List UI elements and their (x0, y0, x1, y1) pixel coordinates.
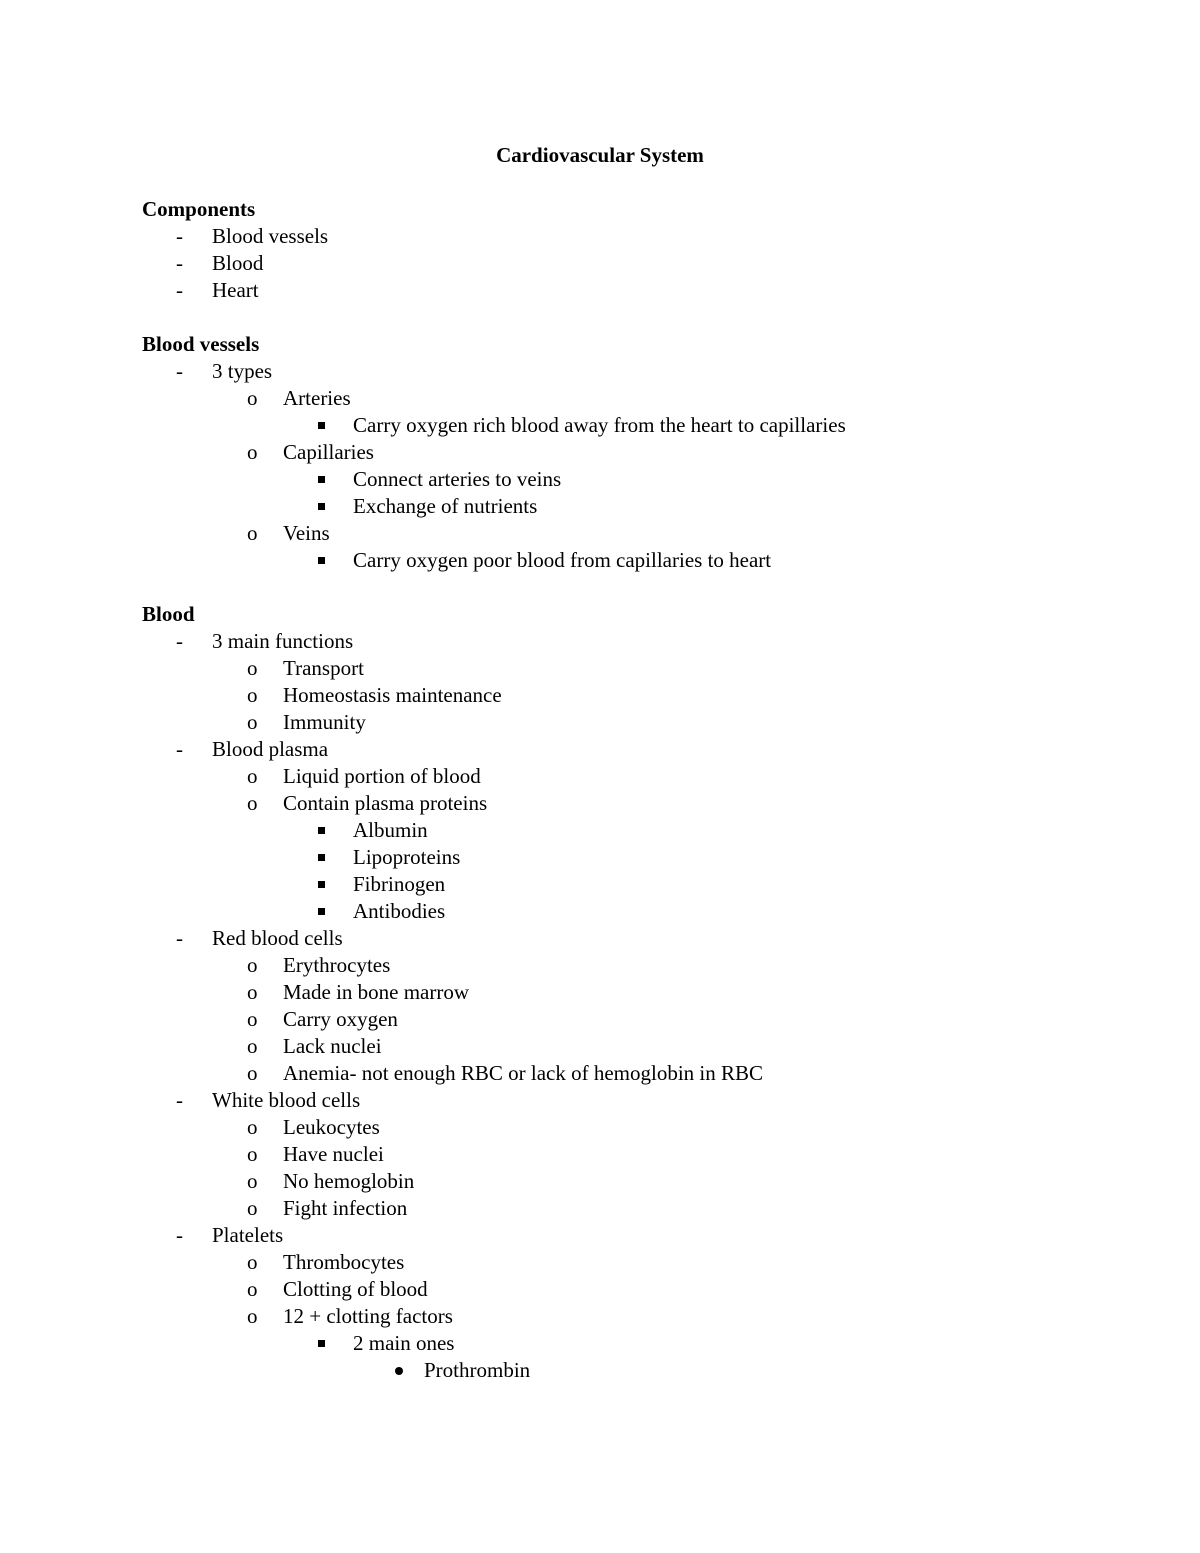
list-item-level-2 (0, 979, 1200, 1006)
list-item-level-2 (0, 682, 1200, 709)
list-item-text: Carry oxygen rich blood away from the heart to capillaries (353, 413, 846, 437)
list-item-text: Exchange of nutrients (353, 494, 538, 518)
square-bullet-icon (318, 827, 325, 834)
list-item-level-2 (0, 520, 1200, 547)
list-item-level-2 (0, 1114, 1200, 1141)
list-item-text: Fight infection (283, 1196, 408, 1220)
list-item-text: Capillaries (283, 440, 374, 464)
list-item-text: Lipoproteins (353, 845, 461, 869)
list-item-level-2 (0, 1303, 1200, 1330)
circle-bullet-icon: o (247, 683, 258, 707)
list-item-level-3 (0, 871, 1200, 898)
list-item-level-1 (0, 277, 1200, 304)
circle-bullet-icon: o (247, 953, 258, 977)
list-item-text: Thrombocytes (283, 1250, 405, 1274)
list-item-text: Connect arteries to veins (353, 467, 562, 491)
list-item-level-2 (0, 709, 1200, 736)
circle-bullet-icon: o (247, 1034, 258, 1058)
list-item-text: Veins (283, 521, 330, 545)
list-item-level-2 (0, 1195, 1200, 1222)
list-item-text: Blood (212, 251, 264, 275)
list-item-text: Prothrombin (424, 1358, 531, 1382)
list-item-text: Arteries (283, 386, 351, 410)
list-item-level-2 (0, 1060, 1200, 1087)
list-item-level-2 (0, 1249, 1200, 1276)
list-item-text: Blood plasma (212, 737, 329, 761)
circle-bullet-icon: o (247, 1142, 258, 1166)
list-item-text: 3 types (212, 359, 273, 383)
square-bullet-icon (318, 557, 325, 564)
section-heading-text: Components (142, 197, 256, 221)
dash-bullet-icon: - (176, 224, 183, 248)
list-item-text: No hemoglobin (283, 1169, 415, 1193)
document-body (0, 196, 1200, 1384)
dash-bullet-icon: - (176, 278, 183, 302)
square-bullet-icon (318, 503, 325, 510)
list-item-level-3 (0, 547, 1200, 574)
list-item-level-1 (0, 1087, 1200, 1114)
list-item-text: Immunity (283, 710, 366, 734)
list-item-text: Homeostasis maintenance (283, 683, 502, 707)
square-bullet-icon (318, 881, 325, 888)
square-bullet-icon (318, 422, 325, 429)
section-spacer (0, 574, 1200, 601)
list-item-level-1 (0, 250, 1200, 277)
round-bullet-icon (395, 1367, 403, 1375)
dash-bullet-icon: - (176, 359, 183, 383)
list-item-text: Carry oxygen poor blood from capillaries to heart (353, 548, 772, 572)
list-item-level-2 (0, 952, 1200, 979)
section-heading (0, 601, 1200, 628)
dash-bullet-icon: - (176, 737, 183, 761)
list-item-level-4 (0, 1357, 1200, 1384)
list-item-level-2 (0, 1033, 1200, 1060)
circle-bullet-icon: o (247, 1196, 258, 1220)
list-item-text: Carry oxygen (283, 1007, 398, 1031)
list-item-text: Anemia- not enough RBC or lack of hemoglobin in RBC (283, 1061, 764, 1085)
circle-bullet-icon: o (247, 710, 258, 734)
dash-bullet-icon: - (176, 629, 183, 653)
list-item-text: Liquid portion of blood (283, 764, 481, 788)
circle-bullet-icon: o (247, 1304, 258, 1328)
circle-bullet-icon: o (247, 764, 258, 788)
list-item-text: Platelets (212, 1223, 284, 1247)
list-item-text: Lack nuclei (283, 1034, 382, 1058)
list-item-level-3 (0, 898, 1200, 925)
circle-bullet-icon: o (247, 1115, 258, 1139)
list-item-level-1 (0, 925, 1200, 952)
list-item-level-3 (0, 1330, 1200, 1357)
dash-bullet-icon: - (176, 926, 183, 950)
list-item-level-1 (0, 223, 1200, 250)
circle-bullet-icon: o (247, 1007, 258, 1031)
list-item-text: Clotting of blood (283, 1277, 428, 1301)
list-item-level-1 (0, 628, 1200, 655)
section-spacer (0, 304, 1200, 331)
square-bullet-icon (318, 1340, 325, 1347)
list-item-text: Leukocytes (283, 1115, 380, 1139)
square-bullet-icon (318, 476, 325, 483)
list-item-text: 3 main functions (212, 629, 354, 653)
dash-bullet-icon: - (176, 251, 183, 275)
list-item-text: Red blood cells (212, 926, 343, 950)
circle-bullet-icon: o (247, 980, 258, 1004)
list-item-level-3 (0, 412, 1200, 439)
list-item-level-3 (0, 817, 1200, 844)
list-item-text: Have nuclei (283, 1142, 384, 1166)
dash-bullet-icon: - (176, 1088, 183, 1112)
section-heading (0, 331, 1200, 358)
list-item-level-2 (0, 655, 1200, 682)
list-item-level-3 (0, 493, 1200, 520)
list-item-text: Contain plasma proteins (283, 791, 488, 815)
list-item-text: Made in bone marrow (283, 980, 470, 1004)
circle-bullet-icon: o (247, 521, 258, 545)
list-item-level-2 (0, 1168, 1200, 1195)
dash-bullet-icon: - (176, 1223, 183, 1247)
section-heading-text: Blood (142, 602, 195, 626)
list-item-text: Fibrinogen (353, 872, 446, 896)
list-item-text: White blood cells (212, 1088, 361, 1112)
circle-bullet-icon: o (247, 386, 258, 410)
list-item-level-3 (0, 466, 1200, 493)
circle-bullet-icon: o (247, 791, 258, 815)
list-item-level-1 (0, 1222, 1200, 1249)
list-item-text: Albumin (353, 818, 428, 842)
list-item-text: 12 + clotting factors (283, 1304, 453, 1328)
circle-bullet-icon: o (247, 1250, 258, 1274)
square-bullet-icon (318, 908, 325, 915)
list-item-text: Heart (212, 278, 259, 302)
list-item-level-1 (0, 358, 1200, 385)
list-item-text: Erythrocytes (283, 953, 391, 977)
list-item-text: Antibodies (353, 899, 446, 923)
list-item-text: 2 main ones (353, 1331, 455, 1355)
list-item-level-2 (0, 1141, 1200, 1168)
circle-bullet-icon: o (247, 656, 258, 680)
list-item-level-3 (0, 844, 1200, 871)
circle-bullet-icon: o (247, 440, 258, 464)
circle-bullet-icon: o (247, 1061, 258, 1085)
list-item-level-2 (0, 439, 1200, 466)
list-item-level-2 (0, 1006, 1200, 1033)
page-title: Cardiovascular System (496, 143, 704, 167)
circle-bullet-icon: o (247, 1169, 258, 1193)
list-item-level-1 (0, 736, 1200, 763)
section-heading (0, 196, 1200, 223)
list-item-text: Transport (283, 656, 364, 680)
circle-bullet-icon: o (247, 1277, 258, 1301)
list-item-level-2 (0, 385, 1200, 412)
list-item-level-2 (0, 790, 1200, 817)
list-item-level-2 (0, 1276, 1200, 1303)
square-bullet-icon (318, 854, 325, 861)
list-item-level-2 (0, 763, 1200, 790)
section-heading-text: Blood vessels (142, 332, 260, 356)
list-item-text: Blood vessels (212, 224, 329, 248)
